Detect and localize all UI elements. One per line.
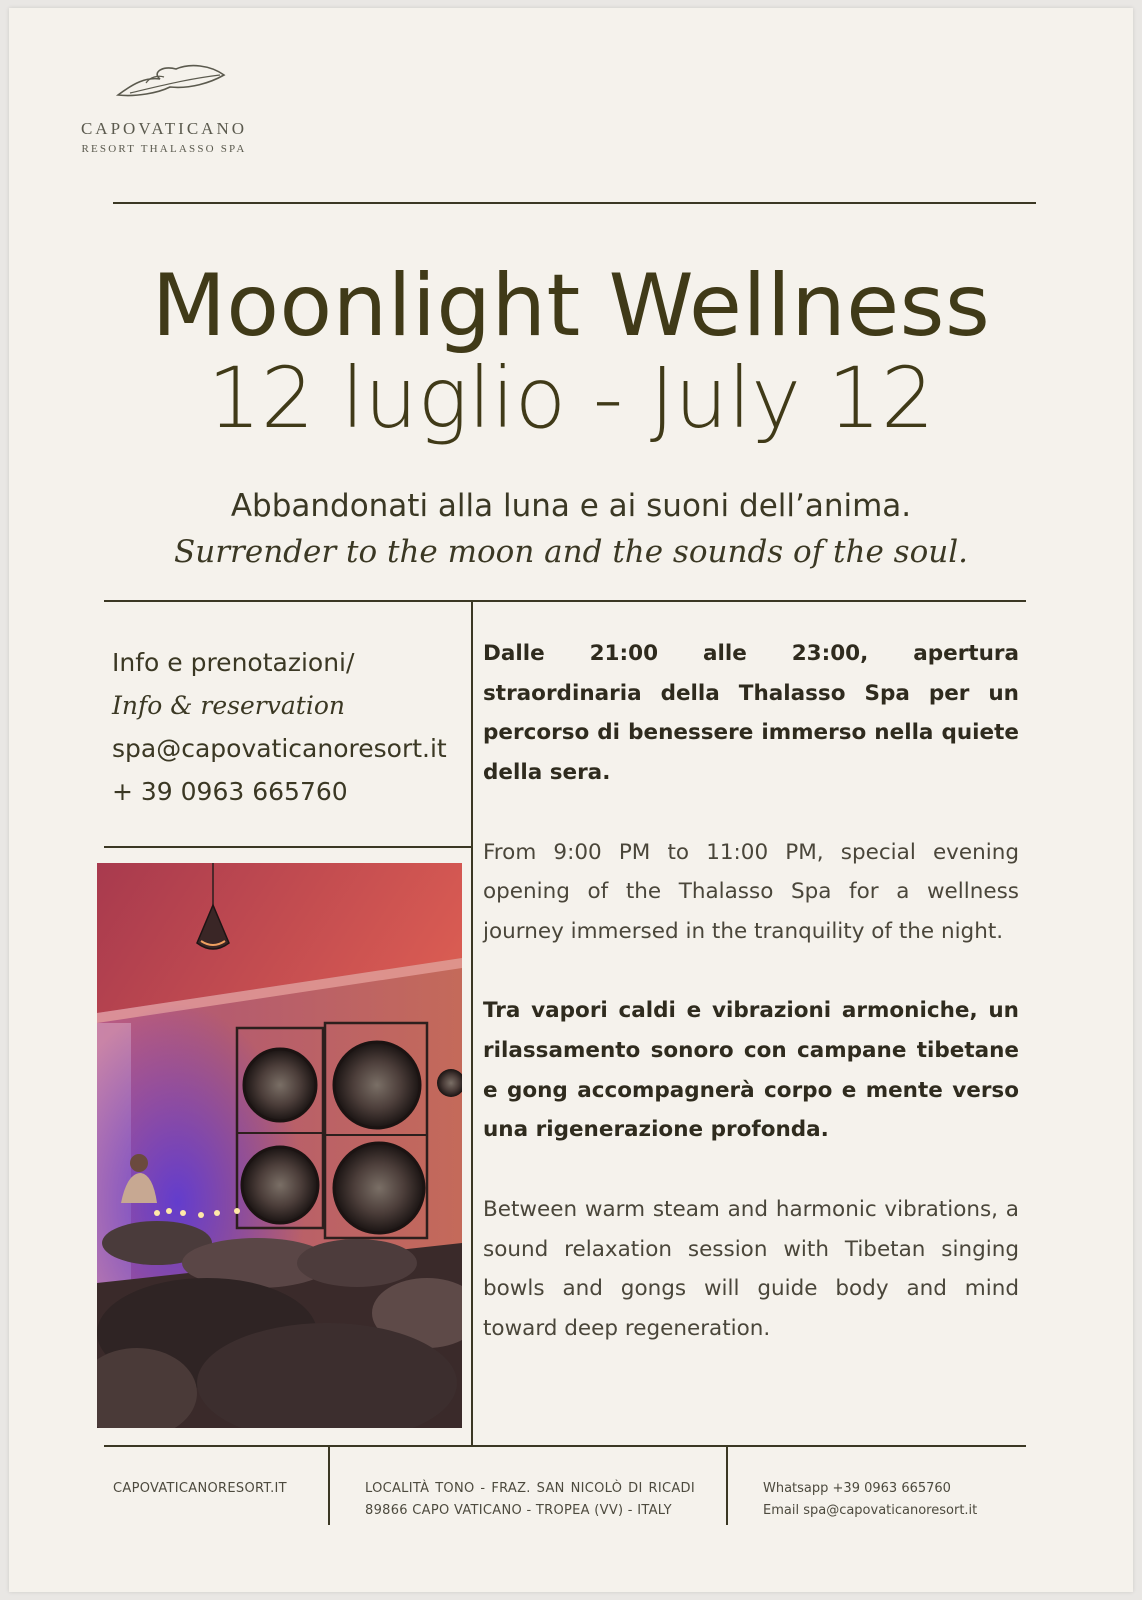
- event-dates: 12 luglio - July 12: [207, 349, 935, 447]
- tagline-italian: Abbandonati alla luna e ai suoni dell’anima.: [230, 488, 912, 524]
- paragraph-italian-schedule: Dalle 21:00 alle 23:00, apertura straordinaria della Thalasso Spa per un percorso di benessere immerso nella quiete della sera.: [483, 641, 1019, 786]
- paragraph-english-experience: Between warm steam and harmonic vibrations, a sound relaxation session with Tibetan singing bowls and gongs will guide body and mind toward deep regeneration.: [483, 1196, 1019, 1341]
- info-label-english: Info & reservation: [112, 691, 345, 720]
- info-divider: [104, 846, 472, 848]
- info-label-italian: Info e prenotazioni/: [112, 648, 355, 677]
- spa-room-photo: [97, 863, 462, 1428]
- footer-email[interactable]: Email spa@capovaticanoresort.it: [763, 1503, 978, 1518]
- top-divider: [113, 202, 1036, 204]
- footer-whatsapp[interactable]: Whatsapp +39 0963 665760: [763, 1481, 951, 1496]
- event-description: [483, 634, 1019, 1388]
- brand-subtitle: RESORT THALASSO SPA: [81, 143, 247, 155]
- footer-website[interactable]: CAPOVATICANORESORT.IT: [113, 1481, 287, 1496]
- leaf-icon: [106, 53, 236, 109]
- brand-lockup: [64, 118, 264, 157]
- footer-divider-left: [328, 1445, 330, 1525]
- footer-divider-right: [726, 1445, 728, 1525]
- contact-info: [112, 641, 472, 813]
- footer-contacts: [763, 1478, 1083, 1522]
- footer-address: LOCALITÀ TONO - FRAZ. SAN NICOLÒ DI RICADI 89866 CAPO VATICANO - TROPEA (VV) - ITALY: [365, 1481, 695, 1518]
- tagline-english: Surrender to the moon and the sounds of the soul.: [174, 534, 968, 570]
- paragraph-english-schedule: From 9:00 PM to 11:00 PM, special evening opening of the Thalasso Spa for a wellness journey immersed in the tranquility of the night.: [483, 839, 1019, 944]
- contact-email[interactable]: spa@capovaticanoresort.it: [112, 734, 447, 763]
- flyer-page: [9, 8, 1133, 1592]
- middle-divider: [104, 600, 1026, 602]
- paragraph-italian-experience: Tra vapori caldi e vibrazioni armoniche, un rilassamento sonoro con campane tibetane e gong accompagnerà corpo e mente verso una rigenerazione profonda.: [483, 998, 1019, 1143]
- brand-name: CAPOVATICANO: [80, 119, 248, 138]
- footer-divider: [104, 1445, 1026, 1447]
- event-title: Moonlight Wellness: [151, 256, 991, 356]
- contact-phone[interactable]: + 39 0963 665760: [112, 777, 348, 806]
